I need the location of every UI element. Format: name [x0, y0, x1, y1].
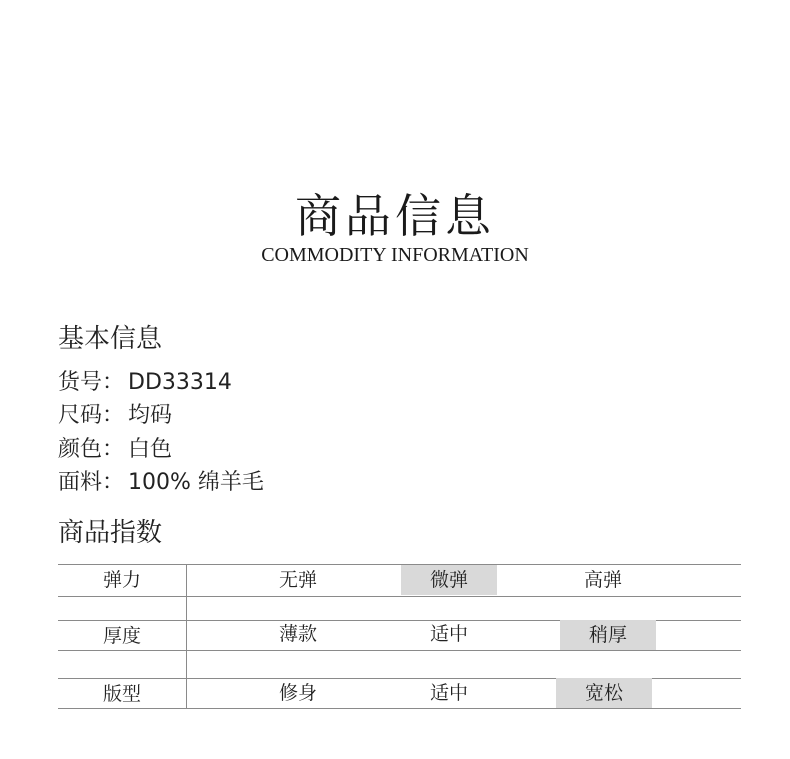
info-label: 颜色 [58, 436, 103, 462]
info-label: 货号 [58, 370, 103, 395]
info-label: 尺码 [58, 403, 103, 429]
option-cell-selected: 微弹 [401, 565, 497, 595]
info-separator: ： [102, 403, 125, 429]
option-cell: 适中 [429, 623, 468, 645]
option-cell: 修身 [278, 682, 317, 704]
row-label-fit: 版型 [102, 683, 141, 705]
info-row-size [58, 399, 264, 432]
table-column-divider [186, 564, 187, 709]
option-cell: 无弹 [278, 569, 317, 591]
row-label-elasticity: 弹力 [102, 569, 141, 591]
info-separator: ： [102, 436, 125, 462]
option-cell-selected: 稍厚 [560, 620, 656, 650]
row-label-thickness: 厚度 [102, 625, 141, 647]
option-cell: 薄款 [278, 623, 317, 645]
page-title-en: COMMODITY INFORMATION [261, 244, 529, 266]
page-title-zh: 商品信息 [295, 189, 495, 243]
info-value: 白色 [128, 436, 173, 462]
info-value: 均码 [128, 403, 173, 429]
option-cell: 高弹 [583, 569, 622, 591]
info-separator: ： [102, 370, 125, 395]
option-cell-selected: 宽松 [556, 678, 652, 708]
info-value: DD33314 [128, 370, 232, 395]
info-separator: ： [102, 469, 125, 495]
table-divider [58, 596, 741, 597]
option-cell: 适中 [429, 682, 468, 704]
info-row-item-number [58, 366, 264, 399]
basic-info-heading: 基本信息 [58, 324, 163, 354]
info-value: 100% 绵羊毛 [128, 469, 264, 495]
info-row-fabric [58, 466, 264, 499]
index-heading: 商品指数 [58, 518, 163, 548]
info-row-color [58, 433, 264, 466]
info-label: 面料 [58, 469, 103, 495]
basic-info-list [58, 366, 264, 499]
